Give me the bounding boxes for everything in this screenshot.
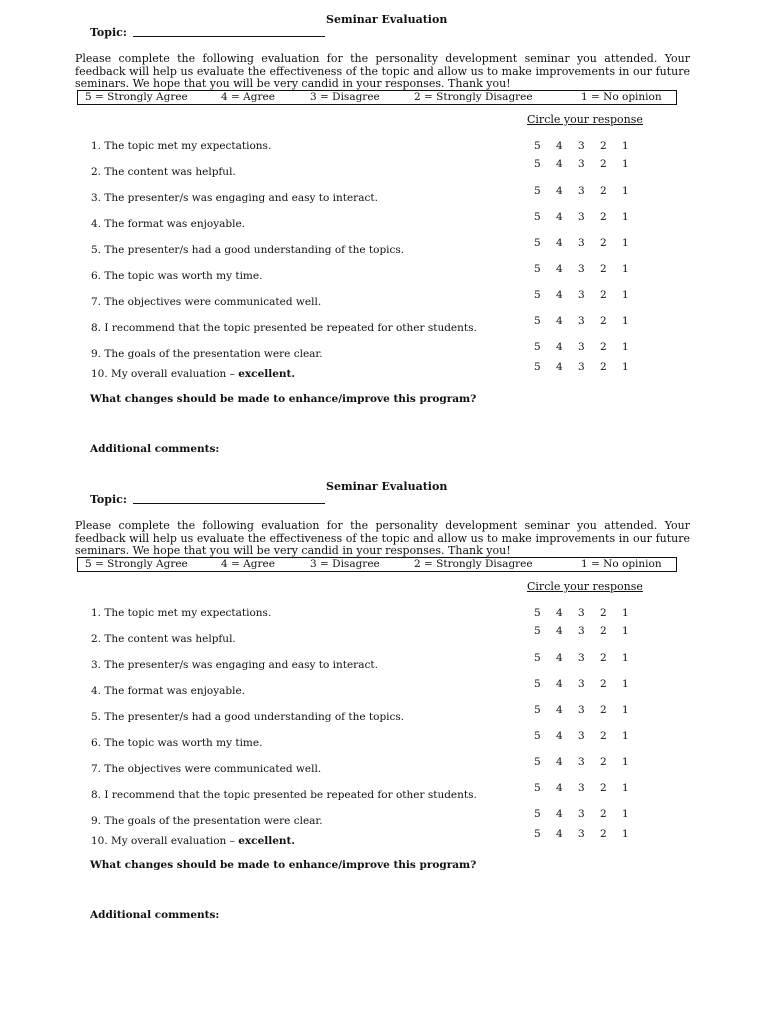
rating-option[interactable]: 3	[578, 828, 585, 840]
topic-blank[interactable]	[133, 492, 325, 504]
rating-option[interactable]: 4	[556, 625, 563, 637]
rating-option[interactable]: 2	[600, 704, 607, 716]
rating-option[interactable]: 1	[622, 704, 629, 716]
rating-option[interactable]: 5	[534, 808, 541, 820]
rating-option[interactable]: 2	[600, 808, 607, 820]
rating-option[interactable]: 3	[578, 158, 585, 170]
rating-option[interactable]: 4	[556, 756, 563, 768]
rating-option[interactable]: 1	[622, 756, 629, 768]
question-label: 8. I recommend that the topic presented be repeated for other students.	[91, 789, 477, 801]
rating-option[interactable]: 2	[600, 341, 607, 353]
scale-5: 5 = Strongly Agree	[85, 558, 188, 570]
rating-option[interactable]: 4	[556, 652, 563, 664]
rating-option[interactable]: 3	[578, 140, 585, 152]
rating-options	[0, 263, 700, 277]
question-label: 6. The topic was worth my time.	[91, 270, 263, 282]
scale-1: 1 = No opinion	[581, 91, 662, 103]
rating-options	[0, 607, 700, 621]
rating-option[interactable]: 2	[600, 158, 607, 170]
rating-options	[0, 185, 700, 199]
topic-label: Topic:	[90, 26, 127, 39]
additional-comments-label: Additional comments:	[90, 909, 220, 921]
question-label: 4. The format was enjoyable.	[91, 218, 246, 230]
question-label: 3. The presenter/s was engaging and easy to interact.	[91, 192, 378, 204]
rating-options	[0, 652, 700, 666]
rating-option[interactable]: 1	[622, 237, 629, 249]
rating-option[interactable]: 5	[534, 289, 541, 301]
additional-comments-label: Additional comments:	[90, 443, 220, 455]
rating-option[interactable]: 3	[578, 808, 585, 820]
rating-option[interactable]: 4	[556, 730, 563, 742]
rating-option[interactable]: 4	[556, 237, 563, 249]
rating-options	[0, 678, 700, 692]
rating-option[interactable]: 2	[600, 828, 607, 840]
rating-option[interactable]: 2	[600, 315, 607, 327]
intro-paragraph: Please complete the following evaluation for the personality development seminar you attended. Your feedback will help us evaluate the effectiveness of the topic and allow us to make improvements in our future seminars. We hope that you will be very candid in your responses. Thank you!	[75, 519, 690, 557]
topic-blank[interactable]	[133, 25, 325, 37]
rating-options	[0, 828, 700, 842]
circle-response-label: Circle your response	[527, 580, 643, 593]
scale-3: 3 = Disagree	[310, 91, 380, 103]
question-emphasis: excellent.	[238, 835, 296, 847]
rating-option[interactable]: 1	[622, 625, 629, 637]
rating-option[interactable]: 4	[556, 315, 563, 327]
rating-option[interactable]: 5	[534, 782, 541, 794]
form-title: Seminar Evaluation	[326, 13, 448, 26]
rating-option[interactable]: 2	[600, 625, 607, 637]
rating-option[interactable]: 2	[600, 185, 607, 197]
rating-option[interactable]: 1	[622, 140, 629, 152]
rating-option[interactable]: 2	[600, 782, 607, 794]
rating-option[interactable]: 5	[534, 158, 541, 170]
question-label: 2. The content was helpful.	[91, 633, 236, 645]
question-emphasis: excellent.	[238, 368, 296, 380]
question-label: 4. The format was enjoyable.	[91, 685, 246, 697]
rating-option[interactable]: 2	[600, 607, 607, 619]
question-label: 9. The goals of the presentation were clear.	[91, 815, 323, 827]
rating-options	[0, 237, 700, 251]
rating-option[interactable]: 3	[578, 607, 585, 619]
rating-option[interactable]: 1	[622, 341, 629, 353]
evaluation-form	[0, 467, 768, 1024]
form-title: Seminar Evaluation	[326, 480, 448, 493]
rating-options	[0, 140, 700, 154]
topic-label: Topic:	[90, 493, 127, 506]
rating-option[interactable]: 2	[600, 263, 607, 275]
rating-option[interactable]: 2	[600, 361, 607, 373]
rating-option[interactable]: 1	[622, 678, 629, 690]
rating-options	[0, 289, 700, 303]
question-label: 8. I recommend that the topic presented be repeated for other students.	[91, 322, 477, 334]
rating-option[interactable]: 1	[622, 652, 629, 664]
scale-2: 2 = Strongly Disagree	[414, 91, 533, 103]
question-label: 1. The topic met my expectations.	[91, 140, 272, 152]
scale-4: 4 = Agree	[221, 91, 275, 103]
rating-option[interactable]: 1	[622, 185, 629, 197]
intro-paragraph: Please complete the following evaluation for the personality development seminar you attended. Your feedback will help us evaluate the effectiveness of the topic and allow us to make improvements in our future seminars. We hope that you will be very candid in your responses. Thank you!	[75, 52, 690, 90]
rating-option[interactable]: 5	[534, 185, 541, 197]
scale-1: 1 = No opinion	[581, 558, 662, 570]
question-label: 9. The goals of the presentation were clear.	[91, 348, 323, 360]
rating-option[interactable]: 5	[534, 625, 541, 637]
question-label: 5. The presenter/s had a good understanding of the topics.	[91, 711, 405, 723]
circle-response-label: Circle your response	[527, 113, 643, 126]
rating-option[interactable]: 3	[578, 782, 585, 794]
rating-option[interactable]: 1	[622, 782, 629, 794]
rating-option[interactable]: 5	[534, 237, 541, 249]
rating-option[interactable]: 4	[556, 158, 563, 170]
rating-option[interactable]: 1	[622, 808, 629, 820]
rating-options	[0, 730, 700, 744]
rating-option[interactable]: 1	[622, 289, 629, 301]
rating-option[interactable]: 3	[578, 315, 585, 327]
rating-options	[0, 756, 700, 770]
rating-option[interactable]: 3	[578, 678, 585, 690]
rating-option[interactable]: 4	[556, 140, 563, 152]
rating-option[interactable]: 5	[534, 607, 541, 619]
rating-option[interactable]: 4	[556, 828, 563, 840]
rating-option[interactable]: 5	[534, 140, 541, 152]
rating-option[interactable]: 4	[556, 341, 563, 353]
rating-option[interactable]: 5	[534, 341, 541, 353]
rating-option[interactable]: 4	[556, 361, 563, 373]
rating-option[interactable]: 3	[578, 237, 585, 249]
rating-option[interactable]: 3	[578, 185, 585, 197]
evaluation-form	[0, 0, 768, 467]
rating-option[interactable]: 5	[534, 652, 541, 664]
rating-options	[0, 704, 700, 718]
rating-option[interactable]: 3	[578, 652, 585, 664]
rating-option[interactable]: 3	[578, 361, 585, 373]
rating-option[interactable]: 2	[600, 756, 607, 768]
rating-option[interactable]: 5	[534, 678, 541, 690]
changes-question: What changes should be made to enhance/improve this program?	[90, 859, 477, 871]
rating-option[interactable]: 1	[622, 828, 629, 840]
question-label: 10. My overall evaluation –	[91, 368, 239, 380]
rating-options	[0, 782, 700, 796]
rating-option[interactable]: 2	[600, 289, 607, 301]
rating-option[interactable]: 4	[556, 704, 563, 716]
rating-options	[0, 808, 700, 822]
question-label: 6. The topic was worth my time.	[91, 737, 263, 749]
rating-option[interactable]: 2	[600, 652, 607, 664]
rating-option[interactable]: 5	[534, 704, 541, 716]
rating-option[interactable]: 1	[622, 211, 629, 223]
rating-scale-legend	[77, 557, 677, 572]
rating-option[interactable]: 1	[622, 158, 629, 170]
rating-option[interactable]: 4	[556, 607, 563, 619]
rating-option[interactable]: 5	[534, 211, 541, 223]
rating-option[interactable]: 4	[556, 678, 563, 690]
rating-options	[0, 361, 700, 375]
rating-option[interactable]: 2	[600, 678, 607, 690]
rating-option[interactable]: 2	[600, 140, 607, 152]
question-label: 10. My overall evaluation –	[91, 835, 239, 847]
rating-options	[0, 341, 700, 355]
rating-option[interactable]: 5	[534, 263, 541, 275]
rating-option[interactable]: 5	[534, 756, 541, 768]
rating-option[interactable]: 4	[556, 263, 563, 275]
scale-5: 5 = Strongly Agree	[85, 91, 188, 103]
rating-options	[0, 211, 700, 225]
rating-option[interactable]: 2	[600, 211, 607, 223]
rating-option[interactable]: 5	[534, 828, 541, 840]
rating-option[interactable]: 3	[578, 289, 585, 301]
rating-option[interactable]: 1	[622, 315, 629, 327]
rating-option[interactable]: 5	[534, 730, 541, 742]
rating-option[interactable]: 4	[556, 185, 563, 197]
rating-options	[0, 315, 700, 329]
rating-option[interactable]: 4	[556, 211, 563, 223]
rating-option[interactable]: 1	[622, 730, 629, 742]
question-label: 5. The presenter/s had a good understanding of the topics.	[91, 244, 405, 256]
scale-4: 4 = Agree	[221, 558, 275, 570]
changes-question: What changes should be made to enhance/improve this program?	[90, 393, 477, 405]
question-label: 3. The presenter/s was engaging and easy to interact.	[91, 659, 378, 671]
rating-option[interactable]: 4	[556, 782, 563, 794]
rating-options	[0, 158, 700, 172]
question-label: 2. The content was helpful.	[91, 166, 236, 178]
rating-option[interactable]: 1	[622, 361, 629, 373]
rating-option[interactable]: 2	[600, 730, 607, 742]
rating-option[interactable]: 4	[556, 808, 563, 820]
rating-option[interactable]: 5	[534, 315, 541, 327]
rating-option[interactable]: 5	[534, 361, 541, 373]
question-label: 1. The topic met my expectations.	[91, 607, 272, 619]
rating-option[interactable]: 3	[578, 704, 585, 716]
rating-option[interactable]: 1	[622, 607, 629, 619]
rating-option[interactable]: 1	[622, 263, 629, 275]
rating-option[interactable]: 3	[578, 211, 585, 223]
rating-option[interactable]: 3	[578, 341, 585, 353]
rating-option[interactable]: 2	[600, 237, 607, 249]
rating-option[interactable]: 3	[578, 263, 585, 275]
question-label: 7. The objectives were communicated well.	[91, 763, 322, 775]
rating-options	[0, 625, 700, 639]
scale-3: 3 = Disagree	[310, 558, 380, 570]
rating-scale-legend	[77, 90, 677, 105]
rating-option[interactable]: 3	[578, 730, 585, 742]
rating-option[interactable]: 3	[578, 756, 585, 768]
question-label: 7. The objectives were communicated well.	[91, 296, 322, 308]
rating-option[interactable]: 3	[578, 625, 585, 637]
scale-2: 2 = Strongly Disagree	[414, 558, 533, 570]
rating-option[interactable]: 4	[556, 289, 563, 301]
